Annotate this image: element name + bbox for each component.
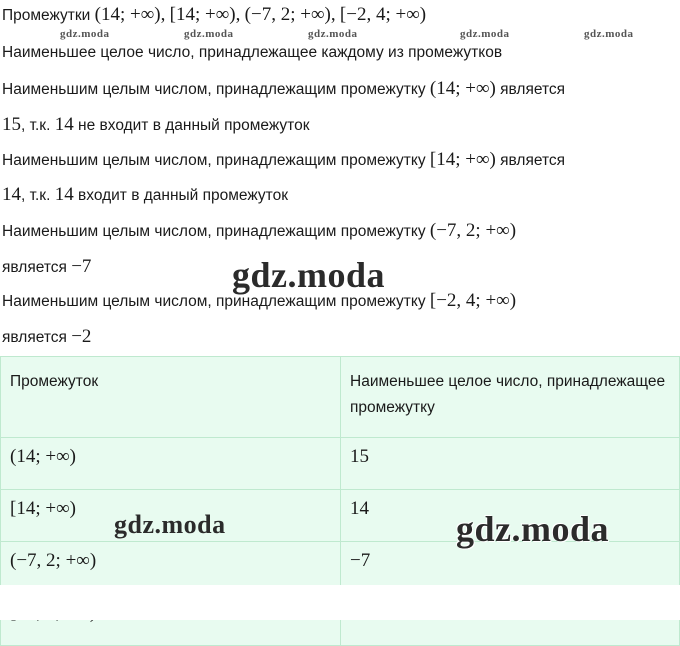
explanation-4-line-1 (2, 290, 516, 312)
explanation-lead: Наименьшим целым числом, принадлежащим промежутку (2, 223, 426, 240)
table-header-interval: Промежуток (1, 357, 341, 438)
separator: , (160, 4, 166, 25)
table-cell-interval: (−7, 2; +∞) (1, 542, 341, 594)
header-label: Промежутки (2, 7, 91, 24)
explanation-value: −2 (71, 326, 92, 347)
explanation-2-line-2 (2, 184, 288, 206)
explanation-reason: , т.к. (21, 117, 51, 134)
intervals-header (2, 4, 426, 26)
table-header-min-integer: Наименьшее целое число, принадлежащее промежутку (341, 357, 680, 438)
explanation-1-line-1 (2, 78, 565, 100)
explanation-4-line-2 (2, 326, 91, 348)
table-cell-interval: (14; +∞) (1, 438, 341, 490)
watermark-small: gdz.moda (308, 28, 358, 40)
explanation-2-line-1 (2, 149, 565, 171)
question-text: Наименьшее целое число, принадлежащее каждому из промежутков (2, 44, 503, 61)
table-header-row (1, 357, 680, 438)
crop-edge (0, 585, 680, 620)
explanation-lead: Наименьшим целым числом, принадлежащим промежутку (2, 293, 426, 310)
separator: , (330, 4, 336, 25)
watermark-large: gdz.moda (114, 510, 226, 539)
interval-2: [14; +∞) (169, 4, 236, 25)
watermark-small: gdz.moda (584, 28, 634, 40)
interval-1: (14; +∞) (94, 4, 161, 25)
explanation-verb: является (2, 329, 67, 346)
explanation-interval: [14; +∞) (429, 149, 496, 170)
explanation-verb: является (500, 152, 566, 169)
explanation-lead: Наименьшим целым числом, принадлежащим промежутку (2, 81, 426, 98)
explanation-verb: является (500, 81, 566, 98)
watermark-large: gdz.moda (456, 509, 610, 549)
table-cell-value: −7 (341, 542, 680, 594)
explanation-3-line-2 (2, 256, 91, 278)
explanation-verb: является (2, 259, 67, 276)
explanation-3-line-1 (2, 220, 516, 242)
explanation-1-line-2 (2, 114, 310, 136)
watermark-small: gdz.moda (460, 28, 510, 40)
table-row (1, 490, 680, 542)
explanation-reason: не входит в данный промежуток (78, 117, 310, 134)
explanation-value: 14 (2, 184, 21, 205)
explanation-lead: Наименьшим целым числом, принадлежащим промежутку (2, 152, 426, 169)
watermark-small: gdz.moda (60, 28, 110, 40)
watermark-small: gdz.moda (184, 28, 234, 40)
table-cell-value: 14 (341, 490, 680, 542)
interval-3: (−7, 2; +∞) (244, 4, 331, 25)
explanation-value: −7 (71, 256, 92, 277)
explanation-value: 15 (2, 114, 21, 135)
explanation-reason: , т.к. (21, 187, 51, 204)
explanation-reason-number: 14 (54, 184, 74, 205)
watermark-large: gdz.moda (232, 255, 386, 295)
table-cell-interval: [14; +∞) (1, 490, 341, 542)
explanation-interval: [−2, 4; +∞) (429, 290, 517, 311)
explanation-reason-number: 14 (54, 114, 74, 135)
separator: , (235, 4, 241, 25)
explanation-reason: входит в данный промежуток (78, 187, 288, 204)
interval-4: [−2, 4; +∞) (339, 4, 427, 25)
table-row (1, 438, 680, 490)
table-cell-value: 15 (341, 438, 680, 490)
explanation-interval: (14; +∞) (429, 78, 496, 99)
explanation-interval: (−7, 2; +∞) (429, 220, 517, 241)
